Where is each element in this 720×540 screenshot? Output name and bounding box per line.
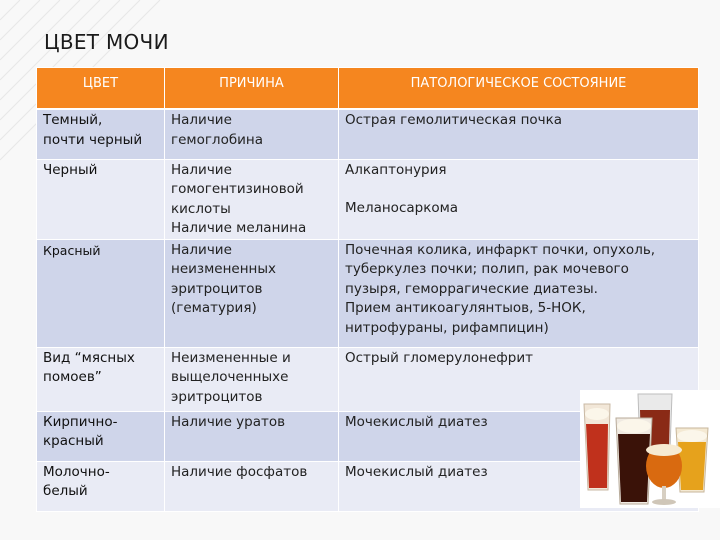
cell-line: Почечная колика, инфаркт почки, опухоль, (345, 241, 656, 258)
cell-line: Наличие (171, 241, 232, 258)
cell-color (37, 109, 165, 159)
cell-color (37, 411, 165, 461)
cell-line: эритроцитов (171, 280, 263, 297)
cell-line: Прием антикоагулянтыов, 5-НОК, (345, 300, 586, 316)
cell-line: Кирпично- (43, 413, 118, 430)
cell-line: Неизмененные и (171, 349, 291, 366)
cell-cause (165, 461, 339, 511)
cell-line: Красный (43, 242, 101, 258)
cell-color (37, 461, 165, 511)
cell-line: Острая гемолитическая почка (345, 112, 563, 128)
cell-line: Наличие меланина (171, 220, 307, 236)
cell-line: (гематурия) (171, 300, 257, 316)
cell-line: пузыря, геморрагические диатезы. (345, 280, 598, 297)
cell-line: Наличие (171, 161, 232, 178)
cell-color (37, 347, 165, 411)
cell-line: Меланосаркома (345, 200, 459, 216)
cell-state (339, 239, 699, 347)
cell-line: Темный, (43, 112, 103, 128)
cell-line: эритроцитов (171, 388, 263, 405)
table-row (37, 239, 699, 347)
header-cause: ПРИЧИНА (165, 68, 339, 110)
cell-line: Вид “мясных (43, 349, 135, 366)
cell-line: Алкаптонурия (345, 161, 447, 178)
header-state: ПАТОЛОГИЧЕСКОЕ СОСТОЯНИЕ (339, 68, 699, 110)
cell-line: нитрофураны, рифампицин) (345, 319, 549, 336)
cell-line: кислоты (171, 200, 231, 217)
cell-line: красный (43, 433, 104, 449)
cell-line: туберкулез почки; полип, рак мочевого (345, 261, 629, 277)
cell-line: гемоглобина (171, 131, 264, 148)
cell-color (37, 239, 165, 347)
cell-line: помоев” (43, 369, 102, 385)
cell-line: почти черный (43, 131, 143, 148)
beer-glasses-photo (580, 390, 720, 508)
cell-line: Молочно- (43, 463, 110, 480)
table-header-row (37, 68, 699, 110)
cell-line: гомогентизиновой (171, 181, 304, 197)
cell-cause (165, 159, 339, 239)
cell-line: белый (43, 483, 88, 499)
header-color: ЦВЕТ (37, 68, 165, 110)
cell-line: Наличие фосфатов (171, 463, 308, 480)
cell-line: неизмененных (171, 261, 277, 277)
cell-state (339, 159, 699, 239)
cell-cause (165, 109, 339, 159)
cell-line: Наличие (171, 112, 232, 128)
cell-state (339, 109, 699, 159)
cell-line: Мочекислый диатез (345, 413, 488, 430)
cell-line: Мочекислый диатез (345, 463, 488, 480)
page-title: ЦВЕТ МОЧИ (44, 30, 169, 54)
cell-line: Наличие уратов (171, 413, 286, 430)
table-row (37, 109, 699, 159)
cell-line: Черный (43, 161, 98, 178)
cell-cause (165, 411, 339, 461)
cell-line: выщелоченныхе (171, 369, 289, 385)
table-row (37, 159, 699, 239)
cell-color (37, 159, 165, 239)
cell-line: Острый гломерулонефрит (345, 349, 534, 366)
cell-cause (165, 347, 339, 411)
cell-cause (165, 239, 339, 347)
